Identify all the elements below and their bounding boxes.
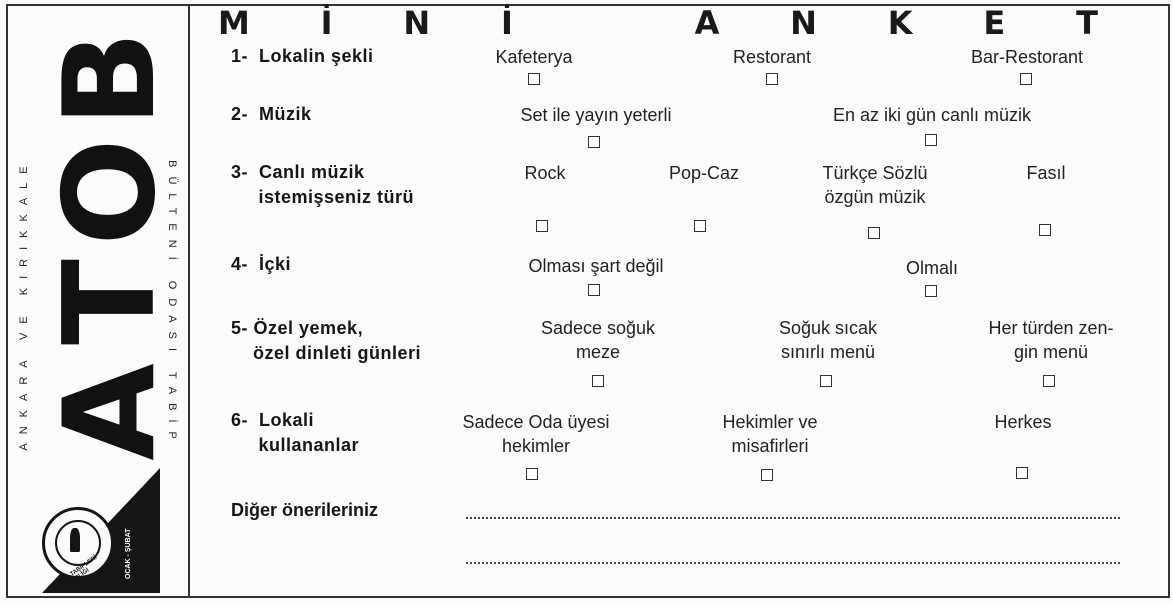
ttb-seal-logo <box>42 507 114 589</box>
q5-option-hot-cold: Soğuk sıcak sınırlı menü <box>778 318 878 362</box>
q3-checkbox-turkce-sozlu[interactable] <box>868 227 880 239</box>
q6-checkbox-everyone[interactable] <box>1016 467 1028 479</box>
masthead-sidebar <box>6 4 190 598</box>
q6-checkbox-members[interactable] <box>526 468 538 480</box>
q2-checkbox-live-music[interactable] <box>925 134 937 146</box>
question-1-label: 1- Lokalin şekli <box>231 46 374 66</box>
q6-option-everyone: Herkes <box>994 412 1052 432</box>
title-letter: İ <box>320 4 333 42</box>
logo-letter-o: O <box>36 138 183 246</box>
q4-option-not-required: Olması şart değil <box>528 256 664 276</box>
q4-checkbox-not-required[interactable] <box>588 284 600 296</box>
q2-checkbox-set[interactable] <box>588 136 600 148</box>
other-suggestions-label: Diğer önerileriniz <box>231 500 379 520</box>
q3-checkbox-rock[interactable] <box>536 220 548 232</box>
other-suggestions-line-1[interactable] <box>466 517 1120 519</box>
logo-letter-t: T <box>36 259 183 345</box>
logo-letter-a: A <box>36 363 183 461</box>
title-letter: E <box>983 4 1006 42</box>
publisher-vertical-right: BÜLTENİ ODASI TABİP <box>166 160 178 448</box>
seal-tree-icon <box>70 528 80 552</box>
q1-option-restorant: Restorant <box>732 47 812 67</box>
q4-option-required: Olmalı <box>905 258 959 278</box>
question-2-label: 2- Müzik <box>231 104 312 124</box>
seal-text: TÜRK TABİPLERİ BİRLİĞİ <box>54 554 99 589</box>
q3-option-pop-caz: Pop-Caz <box>668 163 740 183</box>
title-letter: T <box>1076 4 1098 42</box>
q1-checkbox-bar-restorant[interactable] <box>1020 73 1032 85</box>
title-letter: M <box>218 4 250 42</box>
question-6-label: 6- Lokali kullananlar <box>231 410 360 455</box>
q3-option-turkce-sozlu: Türkçe Sözlü özgün müzik <box>822 163 928 207</box>
q6-option-members: Sadece Oda üyesi hekimler <box>462 412 610 456</box>
q1-option-bar-restorant: Bar-Restorant <box>970 47 1084 67</box>
q5-checkbox-rich-menu[interactable] <box>1043 375 1055 387</box>
q6-checkbox-guests[interactable] <box>761 469 773 481</box>
publisher-vertical-left: ANKARA VE KIRIKKALE <box>18 157 30 451</box>
title-letter: N <box>790 4 817 42</box>
q5-checkbox-hot-cold[interactable] <box>820 375 832 387</box>
q3-checkbox-fasil[interactable] <box>1039 224 1051 236</box>
title-letter: K <box>887 4 913 42</box>
page-title <box>218 4 1098 42</box>
q1-checkbox-restorant[interactable] <box>766 73 778 85</box>
q3-checkbox-pop-caz[interactable] <box>694 220 706 232</box>
logo-letter-b: B <box>36 30 183 128</box>
issue-months: OCAK - ŞUBAT <box>125 528 132 579</box>
q1-checkbox-kafeterya[interactable] <box>528 73 540 85</box>
title-letter: İ <box>501 4 513 42</box>
question-4-label: 4- İçki <box>231 254 292 274</box>
title-letter: A <box>694 4 720 42</box>
q6-option-guests: Hekimler ve misafirleri <box>722 412 818 456</box>
question-3-label: 3- Canlı müzik istemişseniz türü <box>231 162 415 207</box>
q2-option-set: Set ile yayın yeterli <box>520 105 672 125</box>
q5-option-cold: Sadece soğuk meze <box>540 318 656 362</box>
q2-option-live-music: En az iki gün canlı müzik <box>832 105 1032 125</box>
q4-checkbox-required[interactable] <box>925 285 937 297</box>
q5-option-rich-menu: Her türden zen- gin menü <box>988 318 1114 362</box>
q1-option-kafeterya: Kafeterya <box>495 47 573 67</box>
q5-checkbox-cold[interactable] <box>592 375 604 387</box>
question-5-label: 5- Özel yemek, özel dinleti günleri <box>231 318 422 363</box>
q3-option-rock: Rock <box>524 163 566 183</box>
q3-option-fasil: Fasıl <box>1026 163 1066 183</box>
issue-year: '91 <box>156 541 187 579</box>
other-suggestions-line-2[interactable] <box>466 562 1120 564</box>
title-letter: N <box>403 4 431 42</box>
